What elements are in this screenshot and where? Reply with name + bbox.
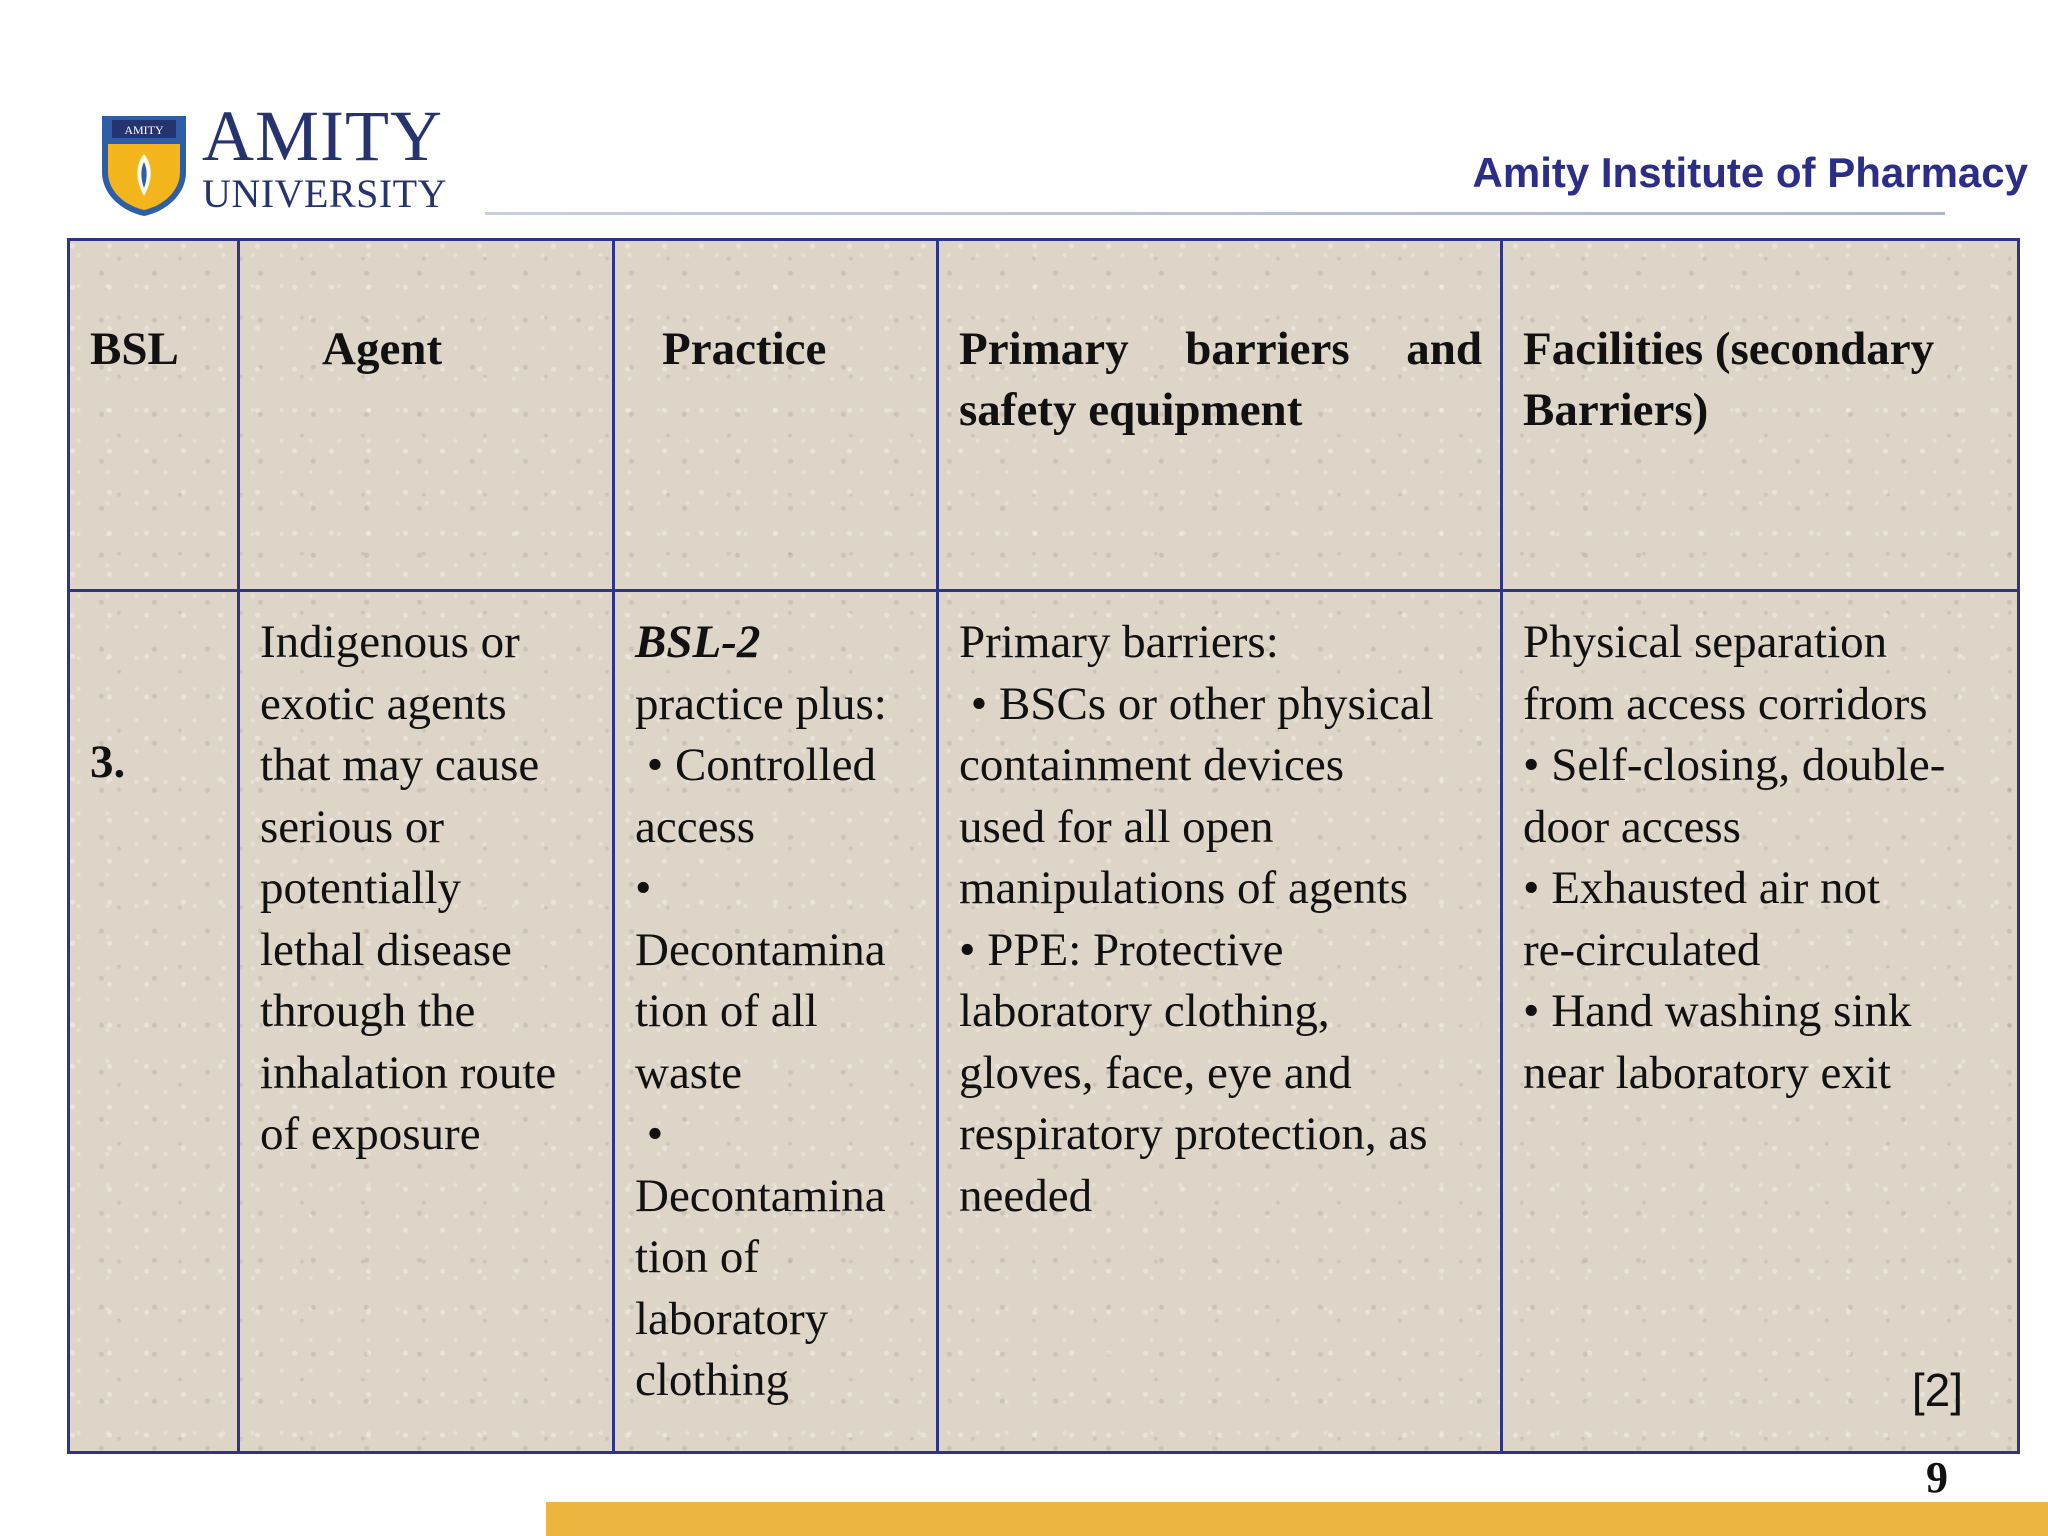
- agent-line: serious or: [260, 800, 445, 853]
- amity-crest-icon: [98, 110, 190, 218]
- practice-line: Decontamina: [635, 923, 886, 976]
- primary-line: respiratory protection, as: [959, 1108, 1428, 1160]
- table-header-row: [69, 240, 2019, 591]
- practice-line: waste: [635, 1046, 743, 1099]
- practice-line: •: [635, 1108, 664, 1160]
- facilities-line: from access corridors: [1523, 677, 1928, 730]
- practice-line: tion of: [635, 1231, 760, 1283]
- practice-line: clothing: [635, 1354, 790, 1406]
- facilities-line: • Hand washing sink: [1523, 985, 1912, 1037]
- header-divider: [485, 212, 1945, 215]
- practice-line: tion of all: [635, 985, 818, 1037]
- table-row: [69, 591, 2019, 1453]
- page-number: 9: [1926, 1453, 1948, 1502]
- agent-line: through the: [260, 985, 476, 1037]
- primary-line: Primary barriers:: [959, 616, 1279, 668]
- agent-line: that may cause: [260, 739, 540, 791]
- cell-primary-barriers: [938, 591, 1502, 1453]
- footer-accent-bar: [546, 1502, 2048, 1536]
- biosafety-table: [67, 238, 2020, 1454]
- amity-logo: [98, 96, 448, 218]
- cell-bsl-level: [69, 591, 239, 1453]
- facilities-line: • Exhausted air not: [1523, 862, 1881, 914]
- agent-line: lethal disease: [260, 923, 512, 976]
- agent-line: Indigenous or: [260, 616, 520, 668]
- primary-line: manipulations of agents: [959, 862, 1409, 914]
- practice-line: laboratory: [635, 1292, 829, 1345]
- logo-wordmark-amity: AMITY: [202, 96, 443, 176]
- header-agent: Agent: [239, 240, 614, 591]
- primary-line: • BSCs or other physical: [959, 677, 1434, 730]
- biosafety-table-container: [67, 238, 2017, 1454]
- institute-name: Amity Institute of Pharmacy: [1472, 149, 2028, 196]
- primary-line: containment devices: [959, 739, 1344, 791]
- agent-line: inhalation route: [260, 1046, 557, 1099]
- practice-line: access: [635, 800, 756, 853]
- svg-text:AMITY: AMITY: [124, 123, 164, 137]
- practice-title: BSL-2: [635, 616, 761, 668]
- cell-facilities: [1502, 591, 2019, 1453]
- reference-citation: [2]: [1911, 1363, 1963, 1416]
- cell-agent: [239, 591, 614, 1453]
- cell-practice: [614, 591, 938, 1453]
- facilities-line: re-circulated: [1523, 923, 1761, 976]
- facilities-line: Physical separation: [1523, 616, 1888, 668]
- agent-line: exotic agents: [260, 677, 507, 730]
- facilities-line: • Self-closing, double-: [1523, 739, 1946, 791]
- practice-line: Decontamina: [635, 1169, 886, 1222]
- facilities-line: near laboratory exit: [1523, 1046, 1891, 1099]
- practice-line: practice plus:: [635, 677, 887, 730]
- primary-line: needed: [959, 1169, 1093, 1222]
- agent-line: of exposure: [260, 1108, 481, 1160]
- header-facilities: Facilities (secondary Barriers): [1502, 240, 2019, 591]
- bsl-level-value: 3.: [90, 736, 126, 788]
- agent-line: potentially: [260, 862, 462, 914]
- header-bsl: BSL: [69, 240, 239, 591]
- facilities-line: door access: [1523, 800, 1741, 853]
- primary-line: gloves, face, eye and: [959, 1046, 1352, 1099]
- header-primary-barriers: Primary barriers and safety equipment: [938, 240, 1502, 591]
- primary-line: used for all open: [959, 800, 1274, 853]
- logo-wordmark-university: UNIVERSITY: [202, 171, 447, 216]
- primary-line: • PPE: Protective: [959, 923, 1284, 976]
- header-practice: Practice: [614, 240, 938, 591]
- practice-line: •: [635, 862, 652, 914]
- practice-line: • Controlled: [635, 739, 876, 791]
- primary-line: laboratory clothing,: [959, 985, 1330, 1037]
